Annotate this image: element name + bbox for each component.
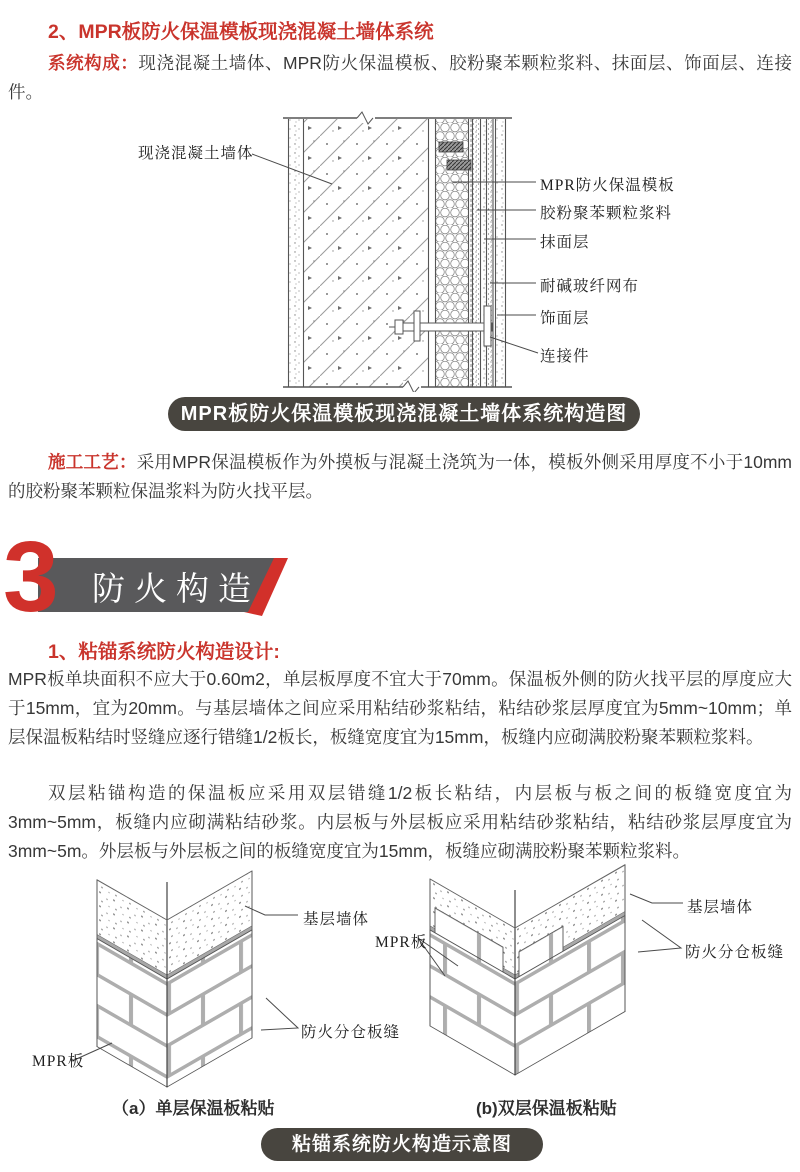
label-a-mpr-board: MPR板: [32, 1053, 85, 1070]
label-finish-coat: 饰面层: [540, 310, 590, 327]
diagram-b: [418, 864, 683, 1075]
para2-text: 双层粘锚构造的保温板应采用双层错缝1/2板长粘结，内层板与板之间的板缝宽度宜为3mm~5mm，板缝内应砌满粘结砂浆。内层板与外层板应采用粘结砂浆粘结，粘结砂浆层厚度宜为3mm~5m。外层板与外层板之间的板缝宽度宜为15mm，板缝应砌满胶粉聚苯颗粒浆料。: [8, 782, 792, 861]
composition-text: 现浇混凝土墙体、MPR防火保温模板、胶粉聚苯颗粒浆料、抹面层、饰面层、连接件。: [8, 52, 793, 102]
wall-section-caption-pill: MPR板防火保温模板现浇混凝土墙体系统构造图: [168, 397, 640, 431]
composition-label: 系统构成：: [48, 52, 139, 73]
subheading-anchor-design: 1、粘锚系统防火构造设计:: [48, 641, 280, 663]
anchor-system-diagrams: [30, 858, 790, 1106]
caption-diagram-b: (b)双层保温板粘贴: [476, 1099, 617, 1118]
anchor-system-caption-pill: 粘锚系统防火构造示意图: [261, 1128, 543, 1161]
label-b-base-wall: 基层墙体: [687, 899, 754, 916]
caption-diagram-a: （a）单层保温板粘贴: [112, 1099, 275, 1118]
composition-paragraph: [8, 49, 792, 107]
para-double-layer: [8, 779, 792, 866]
process-paragraph: [8, 448, 792, 506]
label-mpr-board: MPR防火保温模板: [540, 177, 675, 194]
process-label: 施工工艺：: [48, 451, 137, 472]
label-render-coat: 抹面层: [540, 234, 590, 251]
label-glass-fiber-mesh: 耐碱玻纤网布: [540, 278, 640, 295]
section3-number: 3: [3, 521, 59, 633]
diagram-a: [72, 871, 298, 1087]
label-a-base-wall: 基层墙体: [303, 911, 370, 928]
section3-title: 防火构造: [92, 570, 260, 607]
section2-heading: 2、MPR板防火保温模板现浇混凝土墙体系统: [48, 21, 434, 43]
para-single-layer: [8, 665, 792, 752]
label-connector: 连接件: [540, 348, 590, 365]
label-b-mpr-board: MPR板: [375, 934, 428, 951]
para1-text: MPR板单块面积不应大于0.60m2，单层板厚度不宜大于70mm。保温板外侧的防火找平层的厚度应大于15mm，宜为20mm。与基层墙体之间应采用粘结砂浆粘结，粘结砂浆层厚度宜为5mm~10mm；单层保温板粘结时竖缝应逐行错缝1/2板长，板缝宽度宜为15mm，板缝内应砌满胶粉聚苯颗粒浆料。: [8, 668, 792, 747]
wall-layers: [283, 112, 512, 392]
label-a-fire-compartment-seam: 防火分仓板缝: [301, 1024, 401, 1041]
label-polystyrene-mortar: 胶粉聚苯颗粒浆料: [540, 205, 673, 222]
process-text: 采用MPR保温模板作为外摸板与混凝土浇筑为一体，模板外侧采用厚度不小于10mm的胶粉聚苯颗粒保温浆料为防火找平层。: [8, 451, 792, 501]
label-cast-concrete-wall: 现浇混凝土墙体: [138, 145, 254, 162]
label-b-fire-compartment-seam: 防火分仓板缝: [685, 944, 785, 961]
